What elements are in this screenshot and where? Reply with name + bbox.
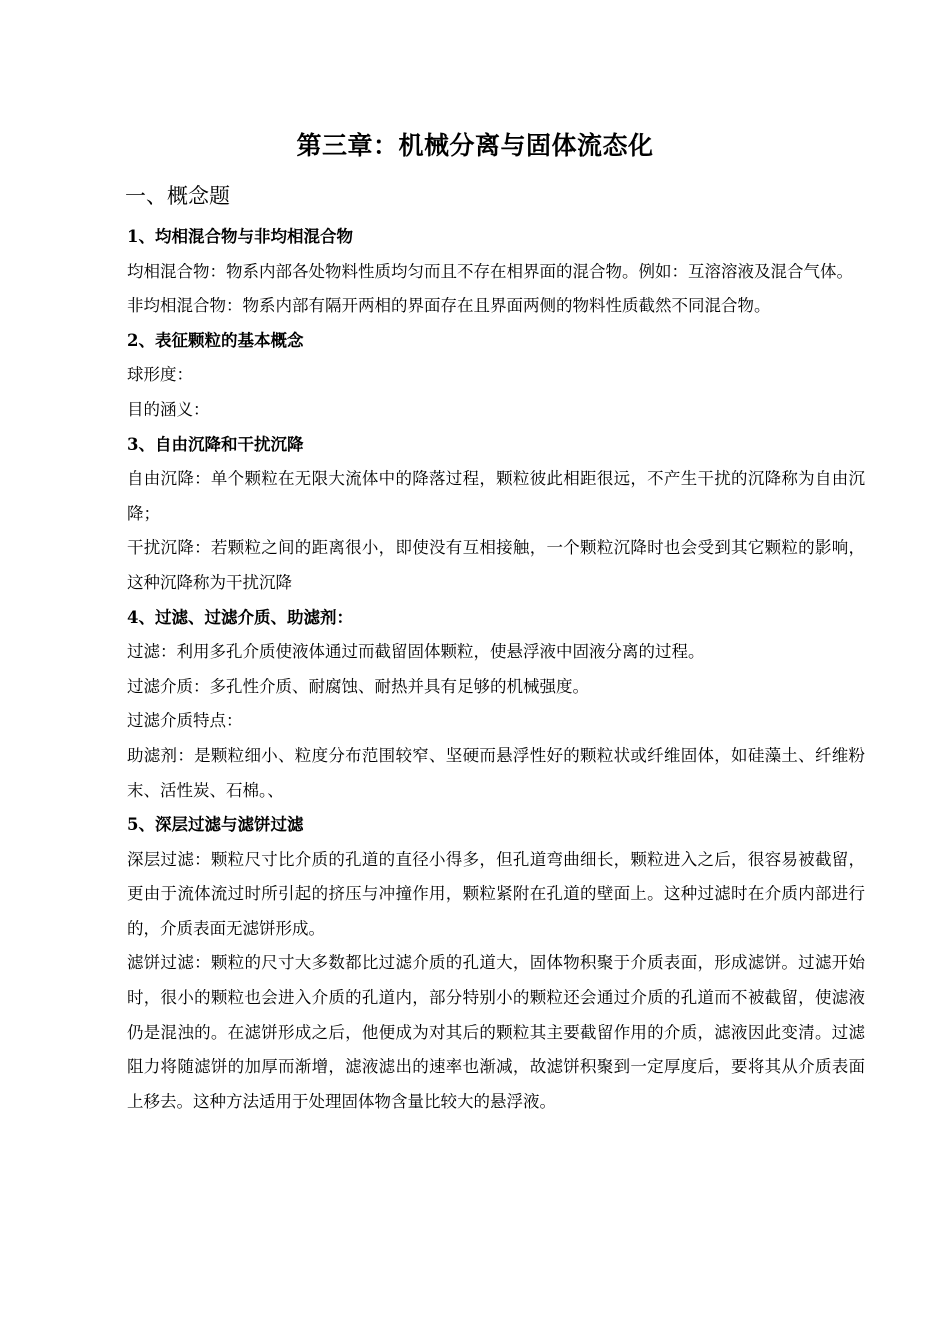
question-3-paragraph-2: 干扰沉降：若颗粒之间的距离很小，即使没有互相接触，一个颗粒沉降时也会受到其它颗粒的影响，这种沉降称为干扰沉降 bbox=[127, 538, 865, 592]
section-heading: 一、概念题 bbox=[125, 184, 230, 208]
question-5-heading: 5、深层过滤与滤饼过滤 bbox=[127, 815, 304, 835]
question-5-paragraph-2: 滤饼过滤：颗粒的尺寸大多数都比过滤介质的孔道大，固体物积聚于介质表面，形成滤饼。过滤开始时，很小的颗粒也会进入介质的孔道内，部分特别小的颗粒还会通过介质的孔道而不被截留，使滤液仍是混浊的。在滤饼形成之后，他便成为对其后的颗粒其主要截留作用的介质，滤液因此变清。过滤阻力将随滤饼的加厚而渐增，滤液滤出的速率也渐减，故滤饼积聚到一定厚度后，要将其从介质表面上移去。这种方法适用于处理固体物含量比较大的悬浮液。 bbox=[127, 953, 865, 1111]
question-5-paragraph-1: 深层过滤：颗粒尺寸比介质的孔道的直径小得多，但孔道弯曲细长，颗粒进入之后，很容易被截留，更由于流体流过时所引起的挤压与冲撞作用，颗粒紧附在孔道的壁面上。这种过滤时在介质内部进行的，介质表面无滤饼形成。 bbox=[127, 849, 865, 938]
question-3-paragraph-1: 自由沉降：单个颗粒在无限大流体中的降落过程，颗粒彼此相距很远，不产生干扰的沉降称为自由沉降； bbox=[127, 469, 865, 523]
question-4-paragraph-1: 过滤：利用多孔介质使液体通过而截留固体颗粒，使悬浮液中固液分离的过程。 bbox=[127, 642, 705, 662]
question-1-paragraph-1: 均相混合物：物系内部各处物料性质均匀而且不存在相界面的混合物。例如：互溶溶液及混合气体。 bbox=[127, 261, 853, 281]
question-1-heading: 1、均相混合物与非均相混合物 bbox=[127, 227, 353, 246]
question-4-paragraph-3: 过滤介质特点： bbox=[127, 711, 243, 731]
chapter-title: 第三章：机械分离与固体流态化 bbox=[296, 131, 654, 160]
question-4-paragraph-4: 助滤剂：是颗粒细小、粒度分布范围较窄、坚硬而悬浮性好的颗粒状或纤维固体，如硅藻土、纤维粉末、活性炭、石棉。、 bbox=[127, 745, 865, 800]
question-4-paragraph-2: 过滤介质：多孔性介质、耐腐蚀、耐热并具有足够的机械强度。 bbox=[127, 676, 589, 696]
question-2-heading: 2、表征颗粒的基本概念 bbox=[127, 330, 304, 350]
question-1-paragraph-2: 非均相混合物：物系内部有隔开两相的界面存在且界面两侧的物料性质截然不同混合物。 bbox=[127, 296, 771, 316]
question-3-heading: 3、自由沉降和干扰沉降 bbox=[127, 434, 304, 454]
question-4-heading: 4、过滤、过滤介质、助滤剂： bbox=[127, 607, 353, 627]
question-2-paragraph-1: 球形度： bbox=[127, 365, 193, 385]
question-2-paragraph-2: 目的涵义： bbox=[127, 399, 210, 419]
document-body bbox=[127, 220, 865, 1119]
